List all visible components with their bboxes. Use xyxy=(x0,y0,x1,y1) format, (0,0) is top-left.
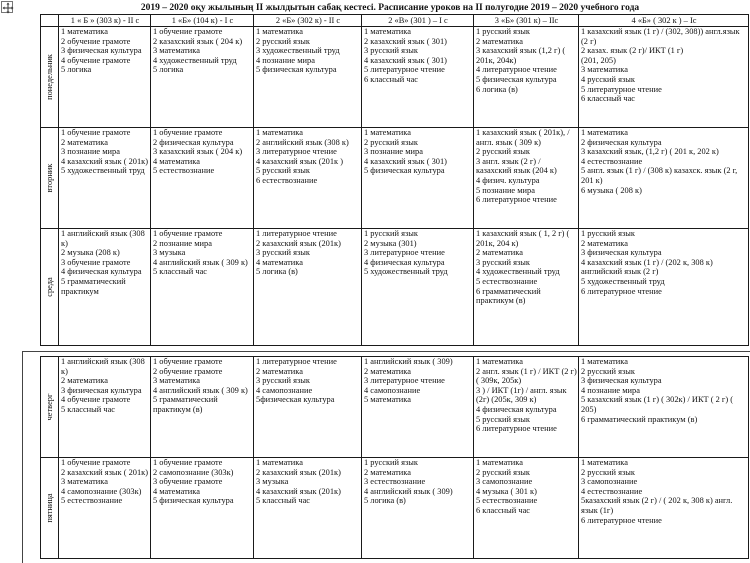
schedule-title: 2019 – 2020 оқу жылының II жылдытын сабақ кестесі. Расписание уроков на II полугодие 2019 – 2020 учебного года xyxy=(140,3,640,13)
lesson-entry: 4 казахский язык ( 301) xyxy=(364,156,447,166)
lesson-entry: 2 казахский язык (201к) xyxy=(256,238,341,248)
lesson-entry: 1 обучение грамоте xyxy=(153,128,223,137)
lesson-entry: 1 русский язык xyxy=(364,458,418,467)
lesson-entry: 1 литературное чтение xyxy=(256,229,337,238)
lesson-entry: 6 естествознание xyxy=(256,175,318,185)
lesson-entry: 1 обучение грамоте xyxy=(153,229,223,238)
lesson-entry: 5 классный час xyxy=(153,267,208,277)
lesson-entry: 5 физическая культура xyxy=(476,74,557,84)
lesson-entry: 3 казахский язык ( 204 к) xyxy=(153,147,243,157)
lesson-entry: 4 физическая культура xyxy=(476,404,557,414)
day-label: пятница xyxy=(44,493,54,523)
lesson-entry: 3 музыка xyxy=(256,477,289,487)
lesson-entry: 4 математика xyxy=(153,486,200,496)
lesson-entry: 3 самопознание xyxy=(476,477,533,487)
lesson-entry: 4 познание мира xyxy=(581,385,640,395)
lesson-entry: 1 литературное чтение xyxy=(256,357,337,366)
lesson-entry: 4 казахский язык (201к ) xyxy=(256,156,344,166)
lesson-entry: 4 физическая культура xyxy=(364,257,445,267)
lesson-entry: 2 математика xyxy=(61,376,108,386)
day-label-cell xyxy=(41,229,59,346)
lesson-entry: 6 литературное чтение xyxy=(476,424,557,434)
lesson-entry: 4 английский язык ( 309) xyxy=(364,486,453,496)
lesson-entry: 1 русский язык xyxy=(364,229,418,238)
lesson-entry: 5 физическая культура xyxy=(256,65,337,75)
lesson-entry: 3 казахский язык (1,2 г) ( 201к, 204к) xyxy=(476,46,566,65)
lesson-entry: 2 казахский язык ( 301) xyxy=(364,36,447,46)
lesson-entry: 5 русский язык xyxy=(256,166,310,176)
lesson-entry: 3 музыка xyxy=(153,248,186,258)
lesson-entry: 1 казахский язык ( 201к), / англ. язык ( 309 к) xyxy=(476,128,570,147)
divider xyxy=(22,351,750,352)
lesson-entry: 2 музыка (208 к) xyxy=(61,248,120,258)
lesson-entry: 4 художественный труд xyxy=(153,55,237,65)
lesson-cell xyxy=(474,357,579,458)
lesson-entry: 3 обучение грамоте xyxy=(61,257,131,267)
lesson-entry: 5 естествознание xyxy=(153,166,215,176)
lesson-entry: 2 русский язык xyxy=(476,467,530,477)
lesson-cell xyxy=(579,357,749,458)
lesson-entry: 2 русский язык xyxy=(256,36,310,46)
lesson-entry: 3 физическая культура xyxy=(581,376,662,386)
lesson-entry: 4 английский язык ( 309 к) xyxy=(153,385,248,395)
lesson-cell xyxy=(59,229,151,346)
corner-cell xyxy=(41,15,59,27)
lesson-cell xyxy=(151,458,254,559)
lesson-entry: 3 обучение грамоте xyxy=(153,477,223,487)
lesson-entry: 5 классный час xyxy=(61,404,116,414)
lesson-entry: 2 обучение грамоте xyxy=(61,36,131,46)
lesson-entry: 5 логика xyxy=(153,65,184,75)
lesson-entry: 5 русский язык xyxy=(476,414,530,424)
lesson-entry: (201, 205) xyxy=(581,55,616,65)
lesson-entry: 5 грамматический практикум xyxy=(61,276,126,296)
lesson-entry: 6 музыка ( 208 к) xyxy=(581,185,642,195)
lesson-entry: 3 познание мира xyxy=(61,147,120,157)
lesson-entry: 2 музыка (301) xyxy=(364,238,417,248)
lesson-entry: 1 обучение грамоте xyxy=(153,357,223,366)
lesson-entry: 5 казахский язык (1 г) ( 302к) / ИКТ ( 2 г) ( 205) xyxy=(581,395,734,414)
lesson-entry: 6 литературное чтение xyxy=(581,515,662,525)
lesson-entry: 4 музыка ( 301 к) xyxy=(476,486,537,496)
lesson-entry: 2 казахский язык ( 201к) xyxy=(61,467,149,477)
lesson-entry: 4 русский язык xyxy=(581,74,635,84)
lesson-entry: 3 литературное чтение xyxy=(256,147,337,157)
lesson-entry: 3 художественный труд xyxy=(256,46,340,56)
lesson-entry: 4 английский язык ( 309 к) xyxy=(153,257,248,267)
day-label-cell xyxy=(41,357,59,458)
lesson-entry: 2 казахский язык ( 204 к) xyxy=(153,36,243,46)
lesson-entry: 1 математика xyxy=(256,458,303,467)
lesson-entry: 2 математика xyxy=(61,137,108,147)
lesson-entry: 4 физич. культура xyxy=(476,175,540,185)
schedule-table-bottom xyxy=(40,356,749,559)
lesson-entry: 4 познание мира xyxy=(256,55,315,65)
lesson-entry: 4 обучение грамоте xyxy=(61,395,131,405)
lesson-entry: 6 логика (в) xyxy=(476,84,518,94)
table-row xyxy=(41,128,749,229)
lesson-entry: 3 казахский язык, (1,2 г) ( 201 к, 202 к) xyxy=(581,147,719,157)
lesson-cell xyxy=(254,128,362,229)
lesson-entry: 5 художественный труд xyxy=(61,166,145,176)
lesson-entry: 1 математика xyxy=(61,27,108,36)
lesson-entry: 4 художественный труд xyxy=(476,267,560,277)
column-header: 2 «В» (301 ) – I с xyxy=(362,15,474,27)
lesson-entry: 5 литературное чтение xyxy=(581,84,662,94)
lesson-cell xyxy=(254,27,362,128)
table-row xyxy=(41,458,749,559)
lesson-entry: 2 самопознание (303к) xyxy=(153,467,234,477)
lesson-entry: 2 математика xyxy=(476,36,523,46)
lesson-cell xyxy=(254,458,362,559)
lesson-entry: 3 русский язык xyxy=(256,376,310,386)
day-label-cell xyxy=(41,27,59,128)
lesson-entry: 1 обучение грамоте xyxy=(153,27,223,36)
lesson-entry: 4 самопознание xyxy=(256,385,313,395)
lesson-cell xyxy=(151,357,254,458)
lesson-cell xyxy=(579,128,749,229)
lesson-cell xyxy=(151,27,254,128)
lesson-entry: 2 обучение грамоте xyxy=(153,366,223,376)
lesson-entry: 2 русский язык xyxy=(476,147,530,157)
lesson-entry: 4 физическая культура xyxy=(61,267,142,277)
lesson-entry: 3 русский язык xyxy=(364,46,418,56)
lesson-cell xyxy=(362,458,474,559)
lesson-entry: 5 физическая культура xyxy=(153,496,234,506)
lesson-entry: 2 познание мира xyxy=(153,238,212,248)
lesson-entry: 5 грамматический практикум (в) xyxy=(153,395,218,414)
table-row xyxy=(41,357,749,458)
lesson-entry: 4 литературное чтение xyxy=(476,65,557,75)
lesson-cell xyxy=(362,357,474,458)
lesson-cell xyxy=(474,128,579,229)
lesson-entry: 4 казахский язык (1 г) / (202 к, 308 к) английский язык (2 г) xyxy=(581,257,713,277)
lesson-entry: 3 математика xyxy=(153,376,200,386)
lesson-entry: 2 англ. язык (1 г) / ИКТ (2 г) ( 309к, 205к) xyxy=(476,366,577,386)
column-header: 1 « Б » (303 к) - II с xyxy=(59,15,151,27)
lesson-entry: 3 математика xyxy=(61,477,108,487)
lesson-entry: 1 математика xyxy=(364,27,411,36)
lesson-entry: 2 казахский язык (201к) xyxy=(256,467,341,477)
lesson-entry: 4 самопознание (303к) xyxy=(61,486,142,496)
lesson-entry: 5 естествознание xyxy=(476,496,538,506)
lesson-entry: 1 математика xyxy=(581,128,628,137)
lesson-cell xyxy=(59,128,151,229)
lesson-entry: 2 физическая культура xyxy=(153,137,234,147)
lesson-entry: 1 английский язык (308 к) xyxy=(61,357,145,376)
column-header: 1 «Б» (104 к) - I с xyxy=(151,15,254,27)
lesson-entry: 1 математика xyxy=(581,458,628,467)
day-label: среда xyxy=(44,277,54,297)
lesson-cell xyxy=(474,458,579,559)
lesson-cell xyxy=(579,229,749,346)
lesson-entry: 4 казахский язык (201к) xyxy=(256,486,341,496)
lesson-entry: 4 самопознание xyxy=(364,385,421,395)
day-label: понедельник xyxy=(44,54,54,100)
day-label-cell xyxy=(41,458,59,559)
lesson-entry: 1 математика xyxy=(256,27,303,36)
lesson-entry: 1 обучение грамоте xyxy=(61,458,131,467)
lesson-entry: 4 математика xyxy=(256,257,303,267)
lesson-entry: 1 математика xyxy=(256,128,303,137)
lesson-entry: 5 познание мира xyxy=(476,185,535,195)
column-header: 4 «Б» ( 302 к ) – Iс xyxy=(579,15,749,27)
lesson-entry: 3 русский язык xyxy=(256,248,310,258)
day-label: вторник xyxy=(44,163,54,193)
lesson-entry: 3 физическая культура xyxy=(61,46,142,56)
lesson-entry: 1 математика xyxy=(364,128,411,137)
lesson-cell xyxy=(474,27,579,128)
lesson-entry: 3 математика xyxy=(153,46,200,56)
lesson-entry: 1 математика xyxy=(476,357,523,366)
lesson-cell xyxy=(151,229,254,346)
day-label-cell xyxy=(41,128,59,229)
lesson-entry: 5казахский язык (2 г) / ( 202 к, 308 к) англ. язык (1г) xyxy=(581,496,733,515)
divider xyxy=(22,351,23,563)
lesson-entry: 2 математика xyxy=(364,366,411,376)
lesson-entry: 2 физическая культура xyxy=(581,137,662,147)
lesson-cell xyxy=(362,27,474,128)
lesson-entry: 4 казахский язык ( 201к) xyxy=(61,156,149,166)
lesson-entry: 4 обучение грамоте xyxy=(61,55,131,65)
column-header: 3 «Б» (301 к) – IIс xyxy=(474,15,579,27)
lesson-entry: 1 казахский язык ( 1, 2 г) ( 201к, 204 к) xyxy=(476,229,570,248)
lesson-entry: 5 логика xyxy=(61,65,92,75)
lesson-entry: 5 художественный труд xyxy=(581,276,665,286)
lesson-entry: 3 математика xyxy=(581,65,628,75)
lesson-entry: 3 самопознание xyxy=(581,477,638,487)
lesson-cell xyxy=(59,357,151,458)
lesson-entry: 2 математика xyxy=(581,238,628,248)
lesson-entry: 2 русский язык xyxy=(581,467,635,477)
lesson-cell xyxy=(59,27,151,128)
lesson-entry: 2 математика xyxy=(476,248,523,258)
lesson-entry: 1 казахский язык (1 г) / (302, 308)) англ.язык (2 г) xyxy=(581,27,740,46)
lesson-entry: 3 литературное чтение xyxy=(364,376,445,386)
table-row xyxy=(41,229,749,346)
lesson-entry: 2 казах. язык (2 г)/ ИКТ (1 г) xyxy=(581,46,684,56)
lesson-entry: 3 естествознание xyxy=(364,477,426,487)
lesson-entry: 4 естествознание xyxy=(581,156,643,166)
lesson-entry: 5 художественный труд xyxy=(364,267,448,277)
lesson-cell xyxy=(474,229,579,346)
lesson-entry: 5 англ. язык (1 г) / (308 к) казахск. язык (2 г, 201 к) xyxy=(581,166,738,185)
lesson-entry: 1 английский язык ( 309) xyxy=(364,357,453,366)
lesson-entry: 5 логика (в) xyxy=(256,267,298,277)
header-row xyxy=(41,15,749,27)
lesson-cell xyxy=(362,128,474,229)
schedule-table-top xyxy=(40,14,749,346)
column-header: 2 «Б» (302 к) - II с xyxy=(254,15,362,27)
lesson-entry: 5 естествознание xyxy=(476,276,538,286)
lesson-entry: 1 математика xyxy=(581,357,628,366)
lesson-entry: 3 ) / ИКТ (1г) / англ. язык (2г) (205к, 309 к) xyxy=(476,385,567,405)
lesson-entry: 6 литературное чтение xyxy=(476,195,557,205)
lesson-cell xyxy=(362,229,474,346)
lesson-entry: 2 русский язык xyxy=(364,137,418,147)
lesson-entry: 1 русский язык xyxy=(581,229,635,238)
lesson-entry: 3 физическая культура xyxy=(581,248,662,258)
lesson-entry: 1 английский язык (308 к) xyxy=(61,229,145,248)
lesson-entry: 3 физическая культура xyxy=(61,385,142,395)
lesson-cell xyxy=(59,458,151,559)
lesson-entry: 6 классный час xyxy=(581,94,636,104)
lesson-cell xyxy=(254,229,362,346)
lesson-entry: 5 классный час xyxy=(256,496,311,506)
lesson-entry: 6 грамматический практикум (в) xyxy=(581,414,698,424)
lesson-entry: 4 естествознание xyxy=(581,486,643,496)
lesson-cell xyxy=(579,458,749,559)
lesson-entry: 2 математика xyxy=(256,366,303,376)
table-move-handle-icon[interactable] xyxy=(1,1,13,13)
lesson-entry: 6 грамматический практикум (в) xyxy=(476,286,541,306)
lesson-entry: 3 познание мира xyxy=(364,147,423,157)
lesson-cell xyxy=(254,357,362,458)
lesson-entry: 1 обучение грамоте xyxy=(61,128,131,137)
lesson-entry: 1 обучение грамоте xyxy=(153,458,223,467)
lesson-entry: 5 логика (в) xyxy=(364,496,406,506)
lesson-entry: 2 английский язык (308 к) xyxy=(256,137,349,147)
lesson-entry: 2 русский язык xyxy=(581,366,635,376)
lesson-entry: 6 классный час xyxy=(364,74,419,84)
lesson-entry: 5 литературное чтение xyxy=(364,65,445,75)
lesson-entry: 5 математика xyxy=(364,395,411,405)
lesson-entry: 5 физическая культура xyxy=(364,166,445,176)
lesson-cell xyxy=(579,27,749,128)
lesson-entry: 3 литературное чтение xyxy=(364,248,445,258)
lesson-entry: 4 математика xyxy=(153,156,200,166)
lesson-entry: 1 математика xyxy=(476,458,523,467)
day-label: четверг xyxy=(44,393,54,421)
lesson-entry: 2 математика xyxy=(364,467,411,477)
lesson-entry: 6 литературное чтение xyxy=(581,286,662,296)
table-row xyxy=(41,27,749,128)
lesson-cell xyxy=(151,128,254,229)
lesson-entry: 3 англ. язык (2 г) / казахский язык (204 к) xyxy=(476,156,557,176)
lesson-entry: 5 естествознание xyxy=(61,496,123,506)
lesson-entry: 4 казахский язык ( 301) xyxy=(364,55,447,65)
lesson-entry: 1 русский язык xyxy=(476,27,530,36)
lesson-entry: 6 классный час xyxy=(476,505,531,515)
lesson-entry: 5физическая культура xyxy=(256,395,335,405)
lesson-entry: 3 русский язык xyxy=(476,257,530,267)
